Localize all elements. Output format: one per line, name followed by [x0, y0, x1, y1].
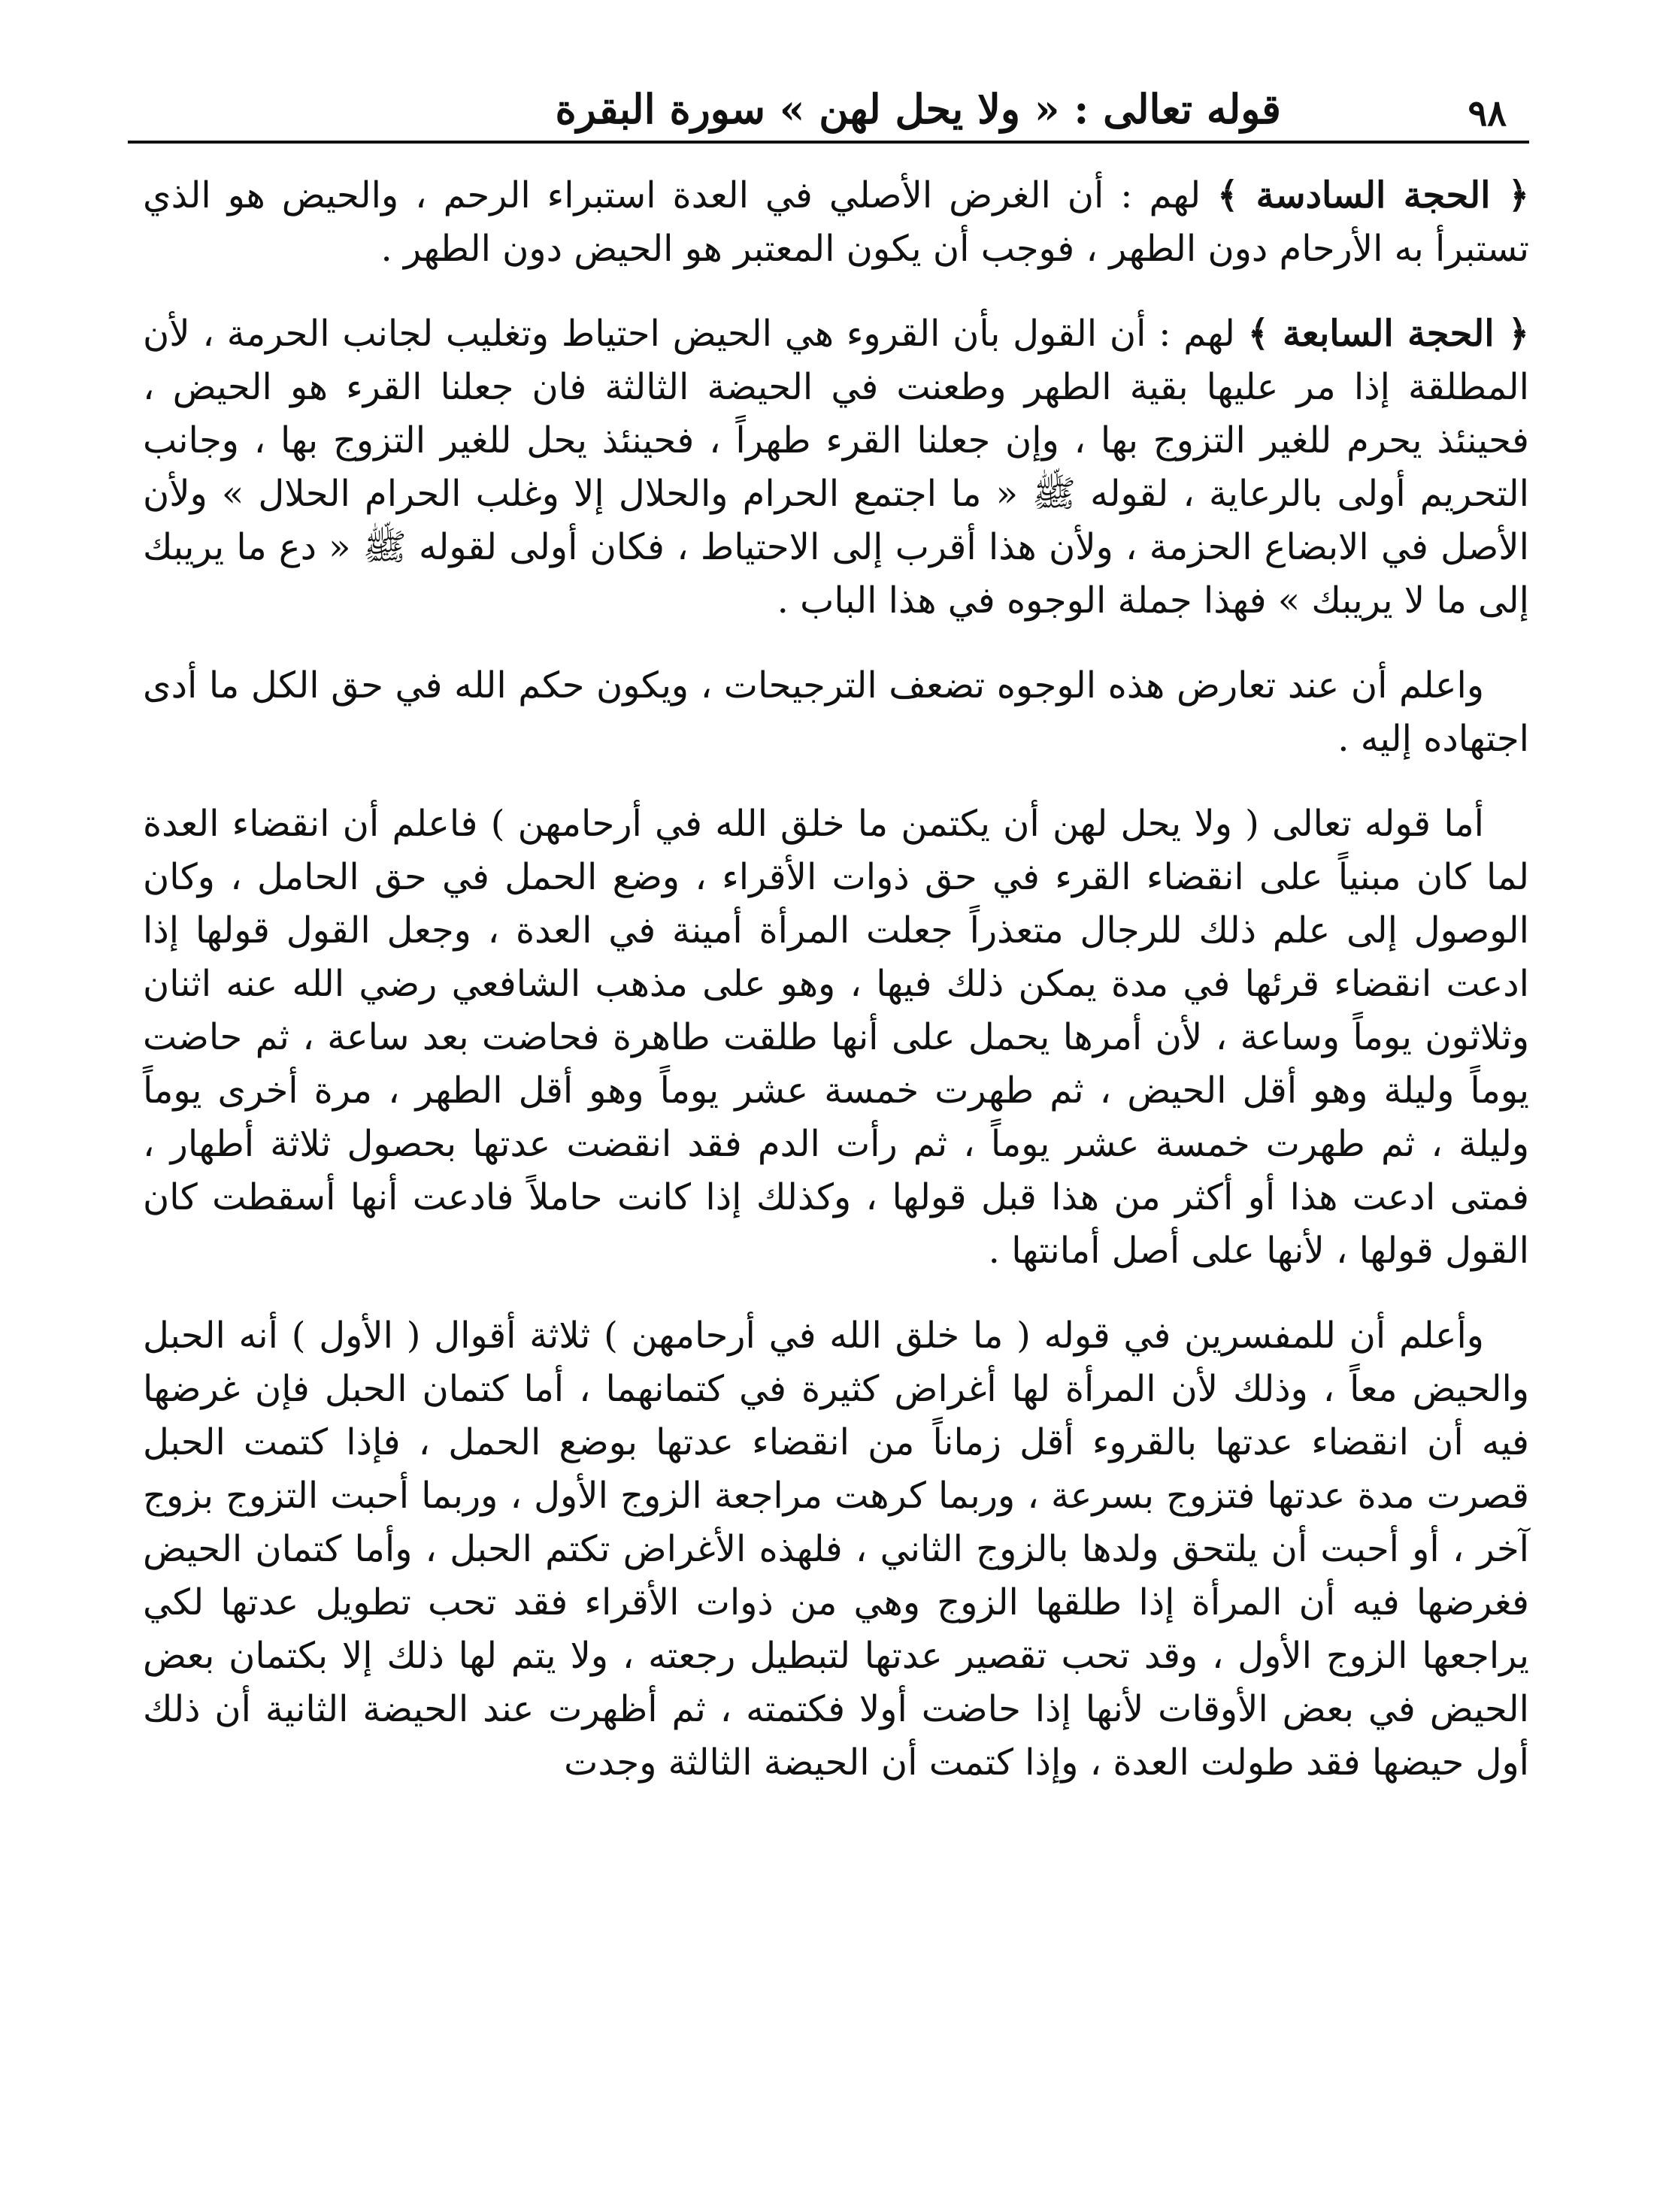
argument-label: ﴿ الحجة السابعة ﴾ — [1247, 313, 1530, 355]
paragraph-text: لهم : أن القول بأن القروء هي الحيض احتياط وتغليب لجانب الحرمة ، لأن المطلقة إذا مر عليها بقية الطهر وطعنت في الحيضة الثالثة فان جعلنا القرء هو الحيض ، فحينئذ يحرم للغير التزوج بها ، وإن جعلنا القرء طهراً ، فحينئذ يحل للغير التزوج بها ، وجانب التحريم أولى بالرعاية ، لقوله ﷺ « ما اجتمع الحرام والحلال إلا وغلب الحرام الحلال » ولأن الأصل في الابضاع الحزمة ، ولأن هذا أقرب إلى الاحتياط ، فكان أولى لقوله ﷺ « دع ما يريبك إلى ما لا يريبك » فهذا جملة الوجوه في هذا الباب . — [143, 313, 1530, 622]
header-rule — [128, 141, 1529, 144]
paragraph-verse-commentary — [143, 797, 1529, 1278]
running-title: قوله تعالى : « ولا يحل لهن » سورة البقرة — [555, 85, 1281, 133]
paragraph-text: أما قوله تعالى ( ولا يحل لهن أن يكتمن ما خلق الله في أرحامهن ) فاعلم أن انقضاء العدة لما كان مبنياً على انقضاء القرء في حق ذوات الأقراء ، وضع الحمل في حق الحامل ، وكان الوصول إلى علم ذلك للرجال متعذراً جعلت المرأة أمينة في العدة ، وجعل القول قولها إذا ادعت انقضاء قرئها في مدة يمكن ذلك فيها ، وهو على مذهب الشافعي رضي الله عنه اثنان وثلاثون يوماً وساعة ، لأن أمرها يحمل على أنها طلقت طاهرة فحاضت بعد ساعة ، ثم حاضت يوماً وليلة وهو أقل الحيض ، ثم طهرت خمسة عشر يوماً وهو أقل الطهر ، مرة أخرى يوماً وليلة ، ثم طهرت خمسة عشر يوماً ، ثم رأت الدم فقد انقضت عدتها بحصول ثلاثة أطهار ، فمتى ادعت هذا أو أكثر من هذا قبل قولها ، وكذلك إذا كانت حاملاً فادعت أنها أسقطت كان القول قولها ، لأنها على أصل أمانتها . — [143, 803, 1529, 1272]
page-body — [143, 169, 1529, 1821]
paragraph-note — [143, 659, 1529, 766]
paragraph-argument-six — [143, 169, 1529, 276]
paragraph-argument-seven — [143, 307, 1529, 628]
page-number: ٩٨ — [1468, 92, 1507, 135]
page-header — [128, 71, 1529, 139]
argument-label: ﴿ الحجة السادسة ﴾ — [1217, 174, 1530, 216]
paragraph-interpretations — [143, 1309, 1529, 1790]
paragraph-text: واعلم أن عند تعارض هذه الوجوه تضعف الترجيحات ، ويكون حكم الله في حق الكل ما أدى اجتهاده إليه . — [143, 664, 1529, 760]
paragraph-text: لهم : أن الغرض الأصلي في العدة استبراء الرحم ، والحيض هو الذي تستبرأ به الأرحام دون الطهر ، فوجب أن يكون المعتبر هو الحيض دون الطهر . — [143, 174, 1529, 270]
paragraph-text: وأعلم أن للمفسرين في قوله ( ما خلق الله في أرحامهن ) ثلاثة أقوال ( الأول ) أنه الحبل والحيض معاً ، وذلك لأن المرأة لها أغراض كثيرة في كتمانهما ، أما كتمان الحبل فإن غرضها فيه أن انقضاء عدتها بالقروء أقل زماناً من انقضاء عدتها بوضع الحمل ، فإذا كتمت الحبل قصرت مدة عدتها فتزوج بسرعة ، وربما كرهت مراجعة الزوج الأول ، وربما أحبت التزوج بزوج آخر ، أو أحبت أن يلتحق ولدها بالزوج الثاني ، فلهذه الأغراض تكتم الحبل ، وأما كتمان الحيض فغرضها فيه أن المرأة إذا طلقها الزوج وهي من ذوات الأقراء فقد تحب تطويل عدتها لكي يراجعها الزوج الأول ، وقد تحب تقصير عدتها لتبطيل رجعته ، ولا يتم لها ذلك إلا بكتمان بعض الحيض في بعض الأوقات لأنها إذا حاضت أولا فكتمته ، ثم أظهرت عند الحيضة الثانية أن ذلك أول حيضها فقد طولت العدة ، وإذا كتمت أن الحيضة الثالثة وجدت — [143, 1315, 1530, 1784]
